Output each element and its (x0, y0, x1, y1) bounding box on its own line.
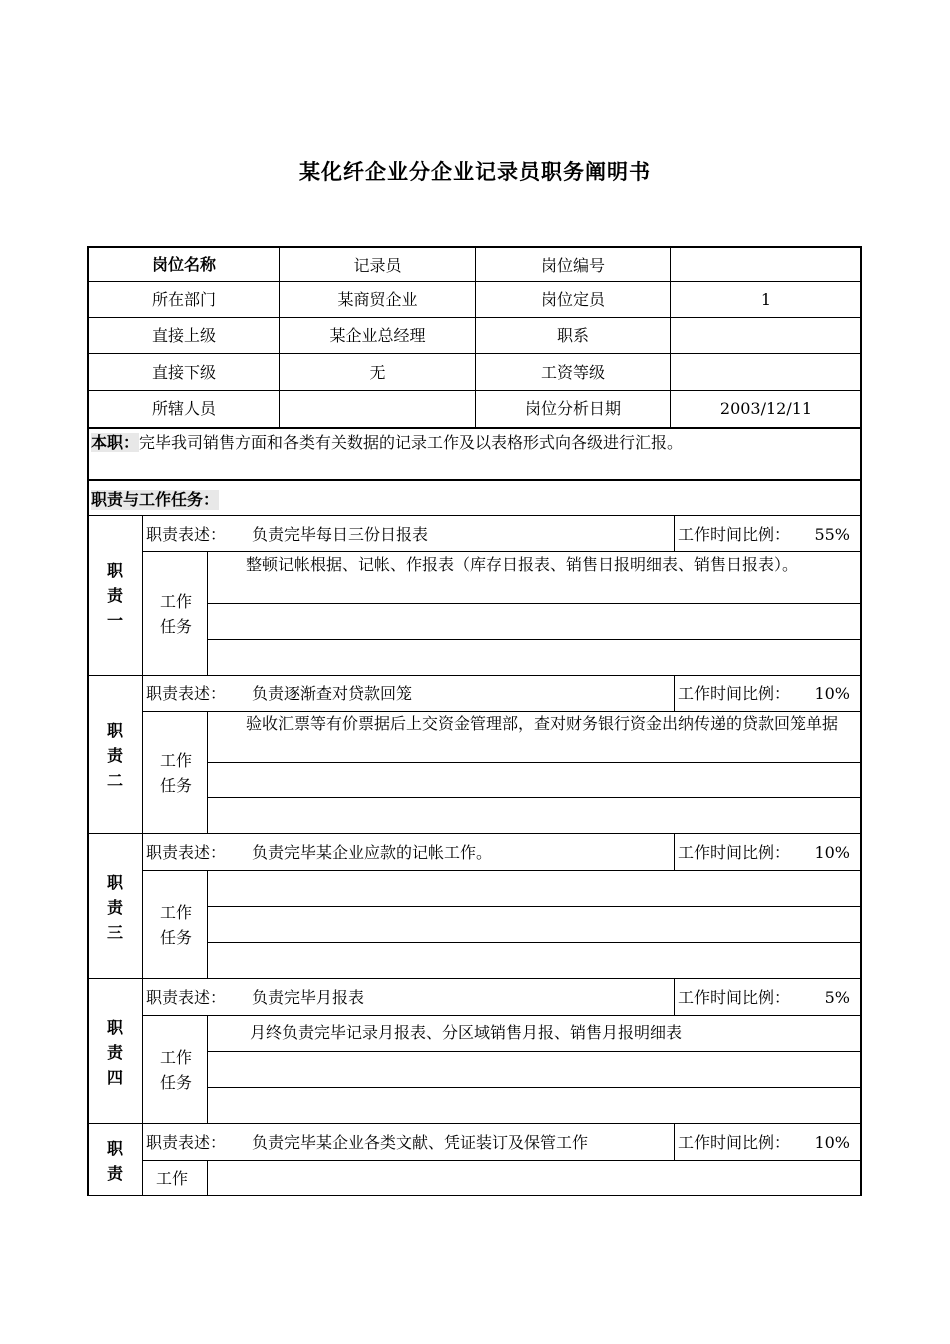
duty-label-char: 职 (106, 561, 123, 580)
duty-3-ratio: 10% (814, 843, 850, 862)
value-direct-subordinate: 无 (369, 363, 386, 382)
task-label-text: 工作任务 (159, 903, 192, 947)
duty-label-char: 责 (106, 1164, 123, 1183)
row-divider (207, 942, 862, 943)
label-position-number: 岗位编号 (540, 256, 605, 275)
duty-3-desc-label: 职责表述： (146, 843, 227, 862)
duty-summary (91, 433, 683, 453)
label-job-family: 职系 (556, 326, 589, 345)
row-divider (207, 1087, 862, 1088)
page-title: 某化纤企业分企业记录员职务阐明书 (299, 160, 651, 184)
duty-label-char: 责 (106, 586, 123, 605)
col-divider (207, 1015, 208, 1123)
duty-2-task-label (146, 748, 206, 798)
duty-4-ratio-label: 工作时间比例： (678, 988, 791, 1007)
duty-label-char: 三 (106, 923, 123, 942)
duty-2-desc-label: 职责表述： (146, 684, 227, 703)
duty-1-ratio-label: 工作时间比例： (678, 525, 791, 544)
label-analysis-date: 岗位分析日期 (524, 399, 621, 418)
row-divider (207, 603, 862, 604)
duty-label-char: 四 (106, 1068, 123, 1087)
duty-5-ratio-label: 工作时间比例： (678, 1133, 791, 1152)
row-divider (142, 1160, 862, 1161)
duty-4-ratio: 5% (824, 988, 850, 1007)
label-staff-governed: 所辖人员 (151, 399, 216, 418)
duty-5-desc-label: 职责表述： (146, 1133, 227, 1152)
duty-label-char: 责 (106, 746, 123, 765)
duty-3-label (103, 870, 127, 945)
row-divider (207, 639, 862, 640)
duty-1-task-label (146, 589, 206, 639)
value-department: 某商贸企业 (337, 290, 418, 309)
duty-2-desc: 负责逐渐查对贷款回笼 (252, 684, 413, 703)
duty-5-label (103, 1136, 127, 1186)
duty-label-char: 二 (106, 771, 123, 790)
col-divider (674, 1123, 675, 1160)
col-divider (207, 1160, 208, 1196)
row-divider (207, 797, 862, 798)
duty-4-desc-label: 职责表述： (146, 988, 227, 1007)
task-label-text: 工作任务 (159, 1048, 192, 1092)
duty-1-task: 整顿记帐根据、记帐、作报表（库存日报表、销售日报明细表、销售日报表）。 (246, 555, 799, 574)
duty-5-ratio: 10% (814, 1133, 850, 1152)
label-direct-subordinate: 直接下级 (151, 363, 216, 382)
duty-label-char: 职 (106, 1018, 123, 1037)
col-divider (207, 870, 208, 978)
col-divider (674, 978, 675, 1015)
label-headcount: 岗位定员 (540, 290, 605, 309)
row-divider (87, 427, 862, 429)
duty-5-task-label: 工作 (156, 1169, 189, 1188)
col-divider (674, 833, 675, 870)
label-position-name: 岗位名称 (151, 255, 216, 274)
duty-summary-label: 本职： (91, 433, 140, 452)
duty-2-task: 验收汇票等有价票据后上交资金管理部，查对财务银行资金出纳传递的贷款回笼单据 (246, 714, 839, 733)
duty-label-char: 一 (106, 611, 123, 630)
duty-1-ratio: 55% (814, 525, 850, 544)
duty-3-desc: 负责完毕某企业应款的记帐工作。 (252, 843, 493, 862)
duty-1-desc-label: 职责表述： (146, 525, 227, 544)
value-position-name: 记录员 (353, 256, 402, 275)
row-divider (87, 515, 862, 516)
col-divider (674, 675, 675, 711)
col-divider (674, 515, 675, 551)
row-divider (87, 479, 862, 481)
row-divider (142, 551, 862, 552)
duty-5-desc: 负责完毕某企业各类文献、凭证装订及保管工作 (252, 1133, 589, 1152)
duty-4-task: 月终负责完毕记录月报表、分区域销售月报、销售月报明细表 (250, 1023, 683, 1042)
duty-label-char: 职 (106, 873, 123, 892)
duty-4-label (103, 1015, 127, 1090)
col-divider (207, 711, 208, 833)
col-divider (207, 551, 208, 675)
row-divider (142, 1015, 862, 1016)
duty-1-label (103, 558, 127, 633)
duty-3-task-label (146, 900, 206, 950)
duty-label-char: 职 (106, 721, 123, 740)
duty-1-desc: 负责完毕每日三份日报表 (252, 525, 429, 544)
duty-summary-text: 完毕我司销售方面和各类有关数据的记录工作及以表格形式向各级进行汇报。 (139, 433, 684, 452)
duty-4-task-label (146, 1045, 206, 1095)
duty-2-ratio: 10% (814, 684, 850, 703)
value-analysis-date: 2003/12/11 (719, 399, 813, 418)
label-salary-grade: 工资等级 (540, 363, 605, 382)
value-headcount: 1 (760, 290, 772, 309)
section-title: 职责与工作任务： (91, 490, 220, 509)
row-divider (207, 762, 862, 763)
col-divider (142, 515, 143, 1196)
duty-label-char: 责 (106, 1043, 123, 1062)
label-department: 所在部门 (151, 290, 216, 309)
task-label-text: 工作任务 (159, 751, 192, 795)
value-direct-superior: 某企业总经理 (329, 326, 426, 345)
duty-label-char: 职 (106, 1139, 123, 1158)
duty-4-desc: 负责完毕月报表 (252, 988, 365, 1007)
duty-3-ratio-label: 工作时间比例： (678, 843, 791, 862)
row-divider (87, 675, 862, 676)
row-divider (87, 833, 862, 834)
duty-2-label (103, 718, 127, 793)
label-direct-superior: 直接上级 (151, 326, 216, 345)
row-divider (87, 978, 862, 979)
row-divider (87, 1195, 862, 1196)
row-divider (142, 870, 862, 871)
duty-2-ratio-label: 工作时间比例： (678, 684, 791, 703)
duty-label-char: 责 (106, 898, 123, 917)
task-label-text: 工作任务 (159, 592, 192, 636)
row-divider (207, 1051, 862, 1052)
row-divider (87, 1123, 862, 1124)
row-divider (207, 906, 862, 907)
